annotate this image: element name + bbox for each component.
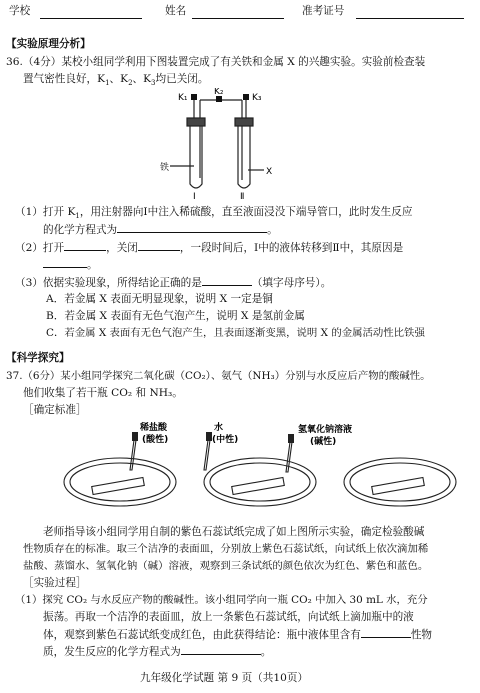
stopper-1	[187, 118, 205, 126]
ticket-field[interactable]	[356, 8, 464, 19]
subheading-process: ［实验过程］	[23, 577, 87, 589]
page-footer: 九年级化学试题 第 9 页（共10页）	[140, 672, 309, 684]
ticket-label: 准考证号	[302, 5, 345, 17]
label-tube-2: Ⅱ	[240, 192, 245, 200]
test-tube-2	[238, 124, 250, 188]
subheading-standard: ［确定标准］	[23, 404, 87, 416]
q36-stem-line2: 置气密性良好，$K_1$、$K_2$、$K_3$均已关闭。	[23, 73, 209, 88]
q36-option-a: A．若金属 X 表面无明显现象，说明 X 一定是铜	[46, 293, 273, 305]
label-dilute-hcl: 稀盐酸	[140, 423, 168, 433]
label-k2: K₂	[214, 88, 224, 97]
q37-exp1-line1: （1）探究 CO₂ 与水反应产物的酸碱性。该小组同学向一瓶 CO₂ 中加入 30 mL 水，充分	[15, 594, 428, 606]
school-field[interactable]	[40, 8, 142, 19]
label-tube-1: Ⅰ	[193, 192, 196, 200]
q37-para-line2: 性物质存在的标准。取三个洁净的表面皿，分别放上紫色石蕊试纸，向试纸上依次滴加稀	[23, 543, 429, 555]
answer-blank-conclusion[interactable]	[202, 275, 252, 286]
label-water: 水	[214, 423, 224, 433]
name-field[interactable]	[192, 8, 284, 19]
litmus-paper-1	[92, 478, 145, 495]
name-label: 姓名	[165, 5, 187, 17]
q37-stem-line1: 37.（6分）某小组同学探究二氧化碳（CO₂）、氨气（NH₃）分别与水反应后产物的酸碱性。	[6, 370, 431, 382]
valve-k1	[191, 94, 197, 100]
q36-option-c: C．若金属 X 表面有无色气泡产生，且表面逐渐变黑，说明 X 的金属活动性比铁强	[46, 327, 425, 339]
q37-exp1-line3: 体，观察到紫色石蕊试纸变成红色，由此获得结论：瓶中液体里含有 性物	[43, 629, 432, 641]
label-x: X	[266, 167, 273, 177]
label-acidic: (酸性)	[142, 435, 169, 445]
q37-stem-line2: 他们收集了若干瓶 CO₂ 和 NH₃。	[23, 387, 183, 399]
school-label: 学校	[9, 5, 31, 17]
section-title-inquiry: 【科学探究】	[6, 352, 70, 364]
label-k3: K₃	[252, 93, 262, 103]
q37-para-line3: 盐酸、蒸馏水、氢氧化钠（碱）溶液，观察到三条试纸的颜色依次为红色、紫色和蓝色。	[23, 560, 429, 572]
label-neutral: (中性)	[212, 435, 239, 445]
dropper-2	[204, 440, 210, 470]
label-iron: 铁	[160, 163, 170, 173]
apparatus-figure	[160, 88, 300, 200]
q36-stem-line1: 36.（4分）某校小组同学利用下图装置完成了有关铁和金属 X 的兴趣实验。实验前检查装	[6, 56, 426, 68]
litmus-paper-3	[372, 478, 425, 495]
answer-blank-equation-2[interactable]	[181, 644, 261, 655]
label-k1: K₁	[178, 93, 188, 103]
q36-part2-line1: （2）打开 ，关闭 ，一段时间后，Ⅰ中的液体转移到Ⅱ中，其原因是	[15, 242, 404, 254]
valve-k3	[243, 94, 249, 100]
dish-experiment-figure	[60, 420, 460, 518]
stopper-2	[235, 118, 253, 126]
q36-option-b: B．若金属 X 表面有无色气泡产生，说明 X 是氢前金属	[46, 310, 305, 322]
q36-part1-line1: （1）打开 $K_1$，用注射器向Ⅰ中注入稀硫酸，直至液面浸没下端导管口，此时发生反应	[15, 206, 413, 221]
q36-part1-line2: 的化学方程式为 。	[43, 224, 278, 236]
label-alkaline: (碱性)	[310, 437, 337, 447]
q37-para-line1: 老师指导该小组同学用自制的紫色石蕊试纸完成了如上图所示实验，确定检验酸碱	[43, 526, 425, 538]
label-naoh: 氢氧化钠溶液	[298, 425, 353, 435]
section-title-principle: 【实验原理分析】	[6, 38, 91, 50]
answer-blank-property[interactable]	[361, 627, 411, 638]
answer-blank-close[interactable]	[138, 240, 180, 251]
answer-blank-equation-1[interactable]	[117, 222, 267, 233]
q36-part3: （3）依据实验现象，所得结论正确的是 （填字母序号）。	[15, 277, 332, 289]
answer-blank-reason[interactable]	[43, 257, 87, 268]
q37-exp1-line4: 质，发生反应的化学方程式为 。	[43, 646, 272, 658]
litmus-paper-2	[232, 478, 285, 495]
dropper-1	[130, 440, 136, 470]
answer-blank-open[interactable]	[64, 240, 106, 251]
q37-exp1-line2: 振荡。再取一个洁净的表面皿，放上一条紫色石蕊试纸，向试纸上滴加瓶中的液	[43, 611, 414, 623]
q36-part2-line2: 。	[43, 257, 98, 272]
